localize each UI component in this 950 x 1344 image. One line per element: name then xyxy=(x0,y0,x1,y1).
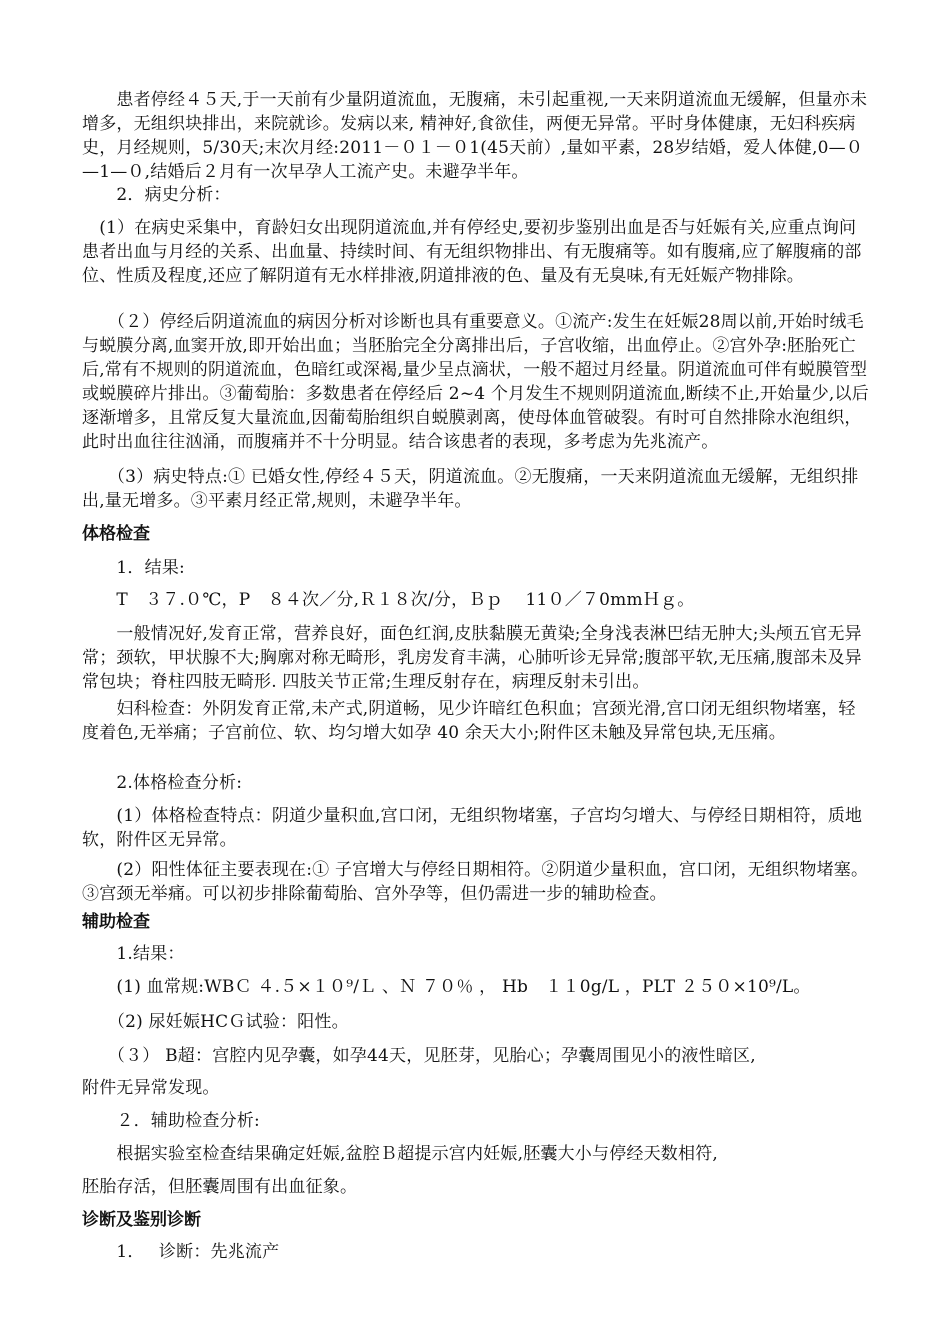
exam-analysis-title: 2.体格检查分析: xyxy=(82,773,243,793)
exam-analysis-2: (2）阳性体征主要表现在:① 子宫增大与停经日期相符。②阴道少量积血，宫口闭，无组织物堵塞。③宫颈无举痛。可以初步排除葡萄胎、宫外孕等，但仍需进一步的辅助检查。 xyxy=(82,860,869,904)
exam-gyn: 妇科检查：外阴发育正常,未产式,阴道畅，见少许暗红色积血；宫颈光滑,宫口闭无组织物堵塞，轻度着色,无举痛；子宫前位、软、均匀增大如孕 40 余天大小;附件区未触及异常包块,无压痛。 xyxy=(82,699,856,743)
aux-analysis-1: 根据实验室检查结果确定妊娠,盆腔Ｂ超提示宫内妊娠,胚囊大小与停经天数相符, xyxy=(82,1144,719,1164)
exam-result-title: 1．结果: xyxy=(82,558,185,578)
exam-vitals: T ３７.０℃，P ８４次／分,Ｒ１８次/分，Ｂｐ 11０／７0mmＨｇ。 xyxy=(82,590,695,610)
aux-analysis-1-cont: 胚胎存活，但胚囊周围有出血征象。 xyxy=(82,1177,358,1197)
history-analysis-1: (1）在病史采集中，育龄妇女出现阴道流血,并有停经史,要初步鉴别出血是否与妊娠有关,应重点询问患者出血与月经的关系、出血量、持续时间、有无组织物排出、有无腹痛等。如有腹痛,应了解腹痛的部位、性质及程度,还应了解阴道有无水样排液,阴道排液的色、量及有无臭味,有无妊娠产物排除。 xyxy=(82,218,862,286)
exam-general: 一般情况好,发育正常，营养良好，面色红润,皮肤黏膜无黄染;全身浅表淋巴结无肿大;头颅五官无异常；颈软，甲状腺不大;胸廓对称无畸形，乳房发育丰满，心肺听诊无异常;腹部平软,无压痛,腹部未及异常包块；脊柱四肢无畸形. 四肢关节正常;生理反射存在，病理反射未引出。 xyxy=(82,624,862,692)
aux-blood-routine: (1) 血常规:WBＣ ４.５×１０⁹/Ｌ 、Ｎ ７０％ ， Hb １１0g/L ，PLT ２５０×10⁹/L。 xyxy=(82,977,811,997)
diagnosis-line: 1． 诊断：先兆流产 xyxy=(82,1242,280,1262)
aux-analysis-title: ２．辅助检查分析: xyxy=(82,1111,260,1131)
exam-analysis-1: (1）体格检查特点：阴道少量积血,宫口闭，无组织物堵塞，子宫均匀增大、与停经日期相符，质地软，附件区无异常。 xyxy=(82,806,863,850)
aux-ultrasound: （３） B超：宫腔内见孕囊，如孕44天，见胚芽，见胎心；孕囊周围见小的液性暗区, xyxy=(82,1046,756,1066)
history-analysis-title: 2．病史分析： xyxy=(82,185,231,205)
physical-exam-heading: 体格检查 xyxy=(82,524,150,544)
aux-exam-heading: 辅助检查 xyxy=(82,912,150,932)
history-analysis-3: （3）病史特点:① 已婚女性,停经４５天，阴道流血。②无腹痛，一天来阴道流血无缓解，无组织排出,量无增多。③平素月经正常,规则，未避孕半年。 xyxy=(82,467,859,511)
aux-result-title: 1.结果： xyxy=(82,944,185,964)
history-analysis-2: （２）停经后阴道流血的病因分析对诊断也具有重要意义。①流产:发生在妊娠28周以前,开始时绒毛与蜕膜分离,血窦开放,即开始出血；当胚胎完全分离排出后，子宫收缩，出血停止。②宫外孕:胚胎死亡后,常有不规则的阴道流血，色暗红或深褐,量少呈点滴状，一般不超过月经量。阴道流血可伴有蜕膜管型或蜕膜碎片排出。③葡萄胎：多数患者在停经后 2~4 个月发生不规则阴道流血,断续不止,开始量少,以后逐渐增多，且常反复大量流血,因葡萄胎组织自蜕膜剥离，使母体血管破裂。有时可自然排除水泡组织，此时出血往往汹涌，而腹痛并不十分明显。结合该患者的表现，多考虑为先兆流产。 xyxy=(82,312,869,452)
diagnosis-heading: 诊断及鉴别诊断 xyxy=(82,1210,201,1230)
history-intro: 患者停经４５天,于一天前有少量阴道流血，无腹痛，未引起重视,一天来阴道流血无缓解，但量亦未增多，无组织块排出，来院就诊。发病以来, 精神好,食欲佳，两便无异常。平时身体健康，无妇科疾病史，月经规则，5/30天;末次月经:2011－０１－０1(45天前）,量如平素，28岁结婚，爱人体健,0—０—1—０,结婚后２月有一次早孕人工流产史。未避孕半年。 xyxy=(82,90,868,182)
aux-ultrasound-cont: 附件无异常发现。 xyxy=(82,1078,220,1098)
aux-urine-hcg: （2) 尿妊娠HCＧ试验：阳性。 xyxy=(82,1012,349,1032)
